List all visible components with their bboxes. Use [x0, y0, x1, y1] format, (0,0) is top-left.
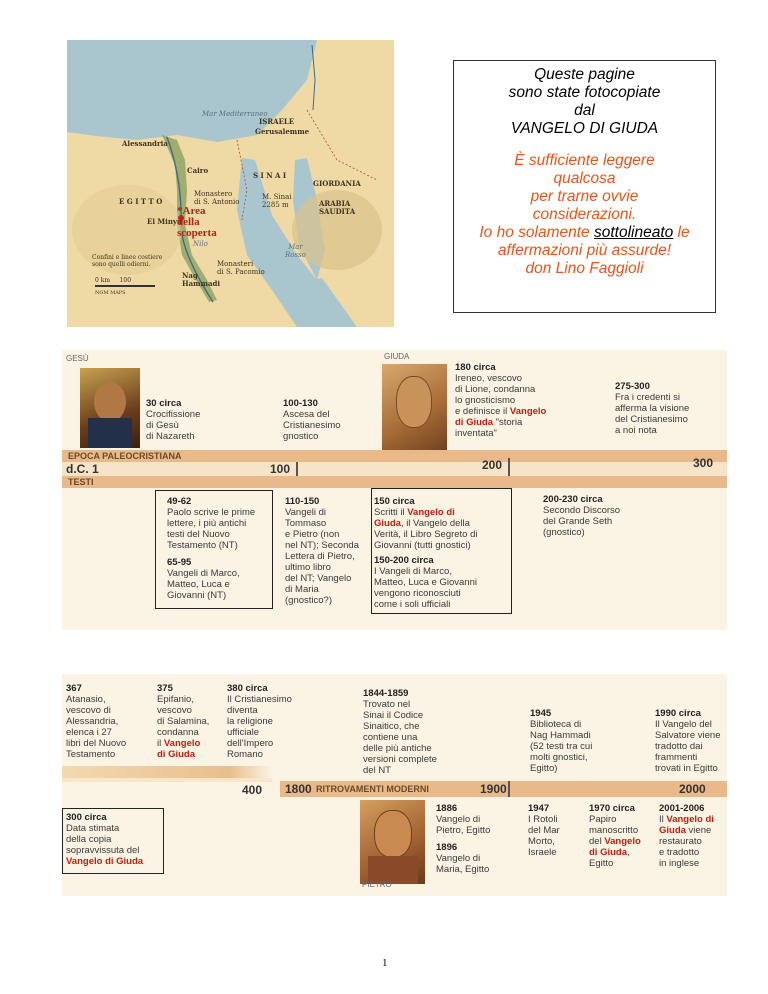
tick-100 [296, 462, 298, 476]
event-375-red-2: di Giuda [157, 749, 195, 760]
event-1990 [655, 708, 720, 774]
map-label-area-scoperta: *Area della scoperta [177, 205, 217, 239]
map-label-monastero-antonio: Monastero di S. Antonio [194, 190, 240, 206]
timeline-2-axis-left [62, 766, 272, 778]
event-1844 [363, 688, 437, 776]
note-signature: don Lino Faggioli [525, 260, 644, 277]
peter-icon [360, 800, 425, 884]
event-1990-text: Il Vangelo del Salvatore viene tradotto dai frammenti trovati in Egitto [655, 719, 721, 774]
event-180-date: 180 circa [455, 362, 496, 373]
text-150 [374, 496, 478, 610]
event-367-text: Atanasio, vescovo di Alessandria, elenca i 27 libri del Nuovo Testamento [66, 694, 127, 760]
text-150b-date: 150-200 circa [374, 555, 434, 566]
event-1990-date: 1990 circa [655, 708, 701, 719]
event-300-red: Vangelo di Giuda [66, 856, 144, 867]
text-49-date: 49-62 [167, 496, 192, 507]
text-150-red-2: Giuda [374, 518, 401, 529]
event-1945 [530, 708, 592, 774]
note-line-2: sono state fotocopiate [508, 84, 661, 101]
map-label-giordania: GIORDANIA [313, 179, 361, 188]
event-275 [615, 381, 689, 436]
text-200-date: 200-230 circa [543, 494, 603, 505]
note-orange-1: È sufficiente leggere [514, 152, 655, 169]
event-375 [157, 683, 209, 760]
event-180-red-1: Vangelo [509, 406, 547, 417]
event-1947-date: 1947 [528, 803, 550, 814]
event-375-red-1: Vangelo [163, 738, 201, 749]
note-orange-5 [454, 224, 715, 242]
label-gesu: GESÙ [66, 354, 89, 363]
jesus-icon [80, 368, 140, 448]
event-1886-text: Vangelo di Pietro, Egitto [436, 814, 491, 836]
note-orange-4: considerazioni. [532, 206, 637, 223]
note-line-1: Queste pagine [534, 66, 635, 83]
map-scale-label: 0 km 100 [95, 277, 132, 284]
event-300-text: Data stimata della copia sopravvissuta del [66, 823, 140, 856]
year-1900: 1900 [480, 782, 507, 796]
map-label-monastero-pacomio: Monasteri di S. Pacomio [217, 260, 265, 276]
text-200 [543, 494, 620, 538]
note-orange-2: qualcosa [553, 170, 616, 187]
timeline-2-axis-left-shade [62, 778, 272, 782]
year-400: 400 [242, 783, 263, 797]
note-line-4: VANGELO DI GIUDA [510, 120, 659, 137]
event-1945-date: 1945 [530, 708, 552, 719]
event-30-text: Crocifissione di Gesù di Nazareth [146, 409, 201, 442]
event-30-date: 30 circa [146, 398, 182, 409]
event-2001-text-a: Il [659, 814, 667, 825]
event-1886-date: 1886 [436, 803, 458, 814]
map-label-egitto: E G I T T O [119, 197, 163, 206]
page-number: 1 [382, 957, 388, 969]
tick-1900 [508, 781, 510, 797]
text-49-text: Paolo scrive le prime lettere, i più antichi testi del Nuovo Testamento (NT) [167, 507, 256, 551]
note-orange-3: per trarne ovvie [530, 188, 639, 205]
event-100-text: Ascesa del Cristianesimo gnostico [283, 409, 341, 442]
event-1970-red-1: Vangelo [604, 836, 641, 847]
event-375-date: 375 [157, 683, 173, 694]
map-label-israele: ISRAELE [259, 117, 295, 126]
label-giuda: GIUDA [384, 352, 410, 361]
map-label-gerusalemme: Gerusalemme [255, 127, 310, 136]
event-380-date: 380 circa [227, 683, 268, 694]
map-image [67, 40, 394, 327]
map-label-cairo: Cairo [187, 166, 209, 175]
event-180-red-2: di Giuda [455, 417, 493, 428]
event-1970-text-b: , Egitto [589, 847, 630, 869]
event-2001-date: 2001-2006 [659, 803, 705, 814]
event-2001-red-2: Giuda [659, 825, 686, 836]
event-1970-red-2: di Giuda [589, 847, 627, 858]
event-1970 [589, 803, 641, 869]
event-380 [227, 683, 292, 760]
map-label-sinai: S I N A I [253, 171, 287, 180]
note-orange-5b: le [673, 224, 690, 241]
map-label-mediterranean: Mar Mediterraneo [202, 110, 268, 118]
year-2000: 2000 [679, 782, 706, 796]
map-label-arabia: ARABIA SAUDITA [319, 199, 356, 216]
text-150-text-b: , il Vangelo della Verità, il Libro Segreto di Giovanni (tutti gnostici) [374, 518, 478, 551]
text-110-date: 110-150 [285, 496, 320, 507]
event-275-text: Fra i credenti si afferma la visione del Cristianesimo a noi nota [615, 392, 690, 436]
text-110 [285, 496, 359, 606]
event-1945-text: Biblioteca di Nag Hammadi (52 testi tra cui molti gnostici, Egitto) [530, 719, 593, 774]
note-underlined-word: sottolineato [593, 224, 674, 241]
event-300 [66, 812, 143, 867]
year-1800: 1800 [285, 782, 312, 796]
text-150-date: 150 circa [374, 496, 415, 507]
event-1886 [436, 803, 490, 875]
text-200-text: Secondo Discorso del Grande Seth (gnostico) [543, 505, 621, 538]
text-150-text-a: Scritti il [374, 507, 408, 518]
map-label-el-minya: El Minya [147, 217, 182, 226]
event-1970-date: 1970 circa [589, 803, 635, 814]
note-orange-6: affermazioni più assurde! [497, 242, 672, 259]
event-2001-text-b: viene restaurato e tradotto in inglese [659, 825, 712, 869]
event-30 [146, 398, 200, 442]
event-180 [455, 362, 546, 439]
event-367-date: 367 [66, 683, 82, 694]
event-1844-text: Trovato nel Sinai il Codice Sinaitico, che contiene una delle più antiche versioni complete del NT [363, 699, 437, 776]
event-367 [66, 683, 126, 760]
text-150-red-1: Vangelo di [407, 507, 455, 518]
tick-200 [508, 458, 510, 476]
map-scale-bar [95, 285, 155, 287]
event-180-text-a: Ireneo, vescovo di Lione, condanna lo gnosticismo e definisce il [455, 373, 536, 417]
map-note-confini: Confini e linee costiere sono quelli odierni. [92, 254, 163, 268]
year-300: 300 [693, 456, 714, 470]
text-110-text: Vangeli di Tommaso e Pietro (non nel NT); Seconda Lettera di Pietro, ultimo libro del NT; Vangelo di Maria (gnostico?) [285, 507, 359, 606]
testi-label: TESTI [68, 477, 94, 487]
judas-icon [382, 364, 447, 452]
note-box [453, 60, 716, 313]
event-1896-text: Vangelo di Maria, Egitto [436, 853, 490, 875]
event-1947-text: I Rotoli del Mar Morto, Israele [528, 814, 560, 858]
event-1947 [528, 803, 560, 858]
text-49 [167, 496, 255, 601]
map-label-alessandria: Alessandria [122, 139, 168, 148]
epoca-label: EPOCA PALEOCRISTIANA [68, 451, 182, 461]
event-1896-date: 1896 [436, 842, 458, 853]
ritrovamenti-label: RITROVAMENTI MODERNI [316, 784, 429, 794]
note-line-3: dal [574, 102, 595, 119]
event-1844-date: 1844-1859 [363, 688, 409, 699]
year-200: 200 [482, 458, 503, 472]
map-label-mar-rosso: Mar Rosso [285, 243, 306, 259]
timeline-1-axis [62, 462, 727, 476]
event-380-text: Il Cristianesimo diventa la religione ufficiale dell'Impero Romano [227, 694, 292, 760]
map-label-monte-sinai: M. Sinai 2285 m [262, 193, 292, 209]
event-300-date: 300 circa [66, 812, 107, 823]
event-375-text: Epifanio, vescovo di Salamina, condanna il [157, 694, 210, 749]
event-2001 [659, 803, 714, 869]
text-65-date: 65-95 [167, 557, 192, 568]
event-180-text-b: "storia inventata" [455, 417, 523, 439]
map-label-nag-hammadi: Nag Hammadi [182, 271, 221, 288]
label-pietro: PIETRO [362, 880, 392, 889]
event-100 [283, 398, 341, 442]
event-2001-red-1: Vangelo di [666, 814, 714, 825]
year-100: 100 [270, 462, 291, 476]
map-label-nilo: Nilo [193, 240, 208, 248]
event-275-date: 275-300 [615, 381, 650, 392]
text-65-text: Vangeli di Marco, Matteo, Luca e Giovanni (NT) [167, 568, 240, 601]
event-100-date: 100-130 [283, 398, 318, 409]
map-credit: NGM MAPS [95, 290, 126, 296]
event-1970-text-a: Papiro manoscritto del [589, 814, 639, 847]
testi-band [62, 476, 727, 488]
text-150b-text: I Vangeli di Marco, Matteo, Luca e Giovanni vengono riconosciuti come i soli ufficiali [374, 566, 477, 610]
note-orange-5a: Io ho solamente [479, 224, 594, 241]
year-dc1: d.C. 1 [66, 462, 99, 476]
